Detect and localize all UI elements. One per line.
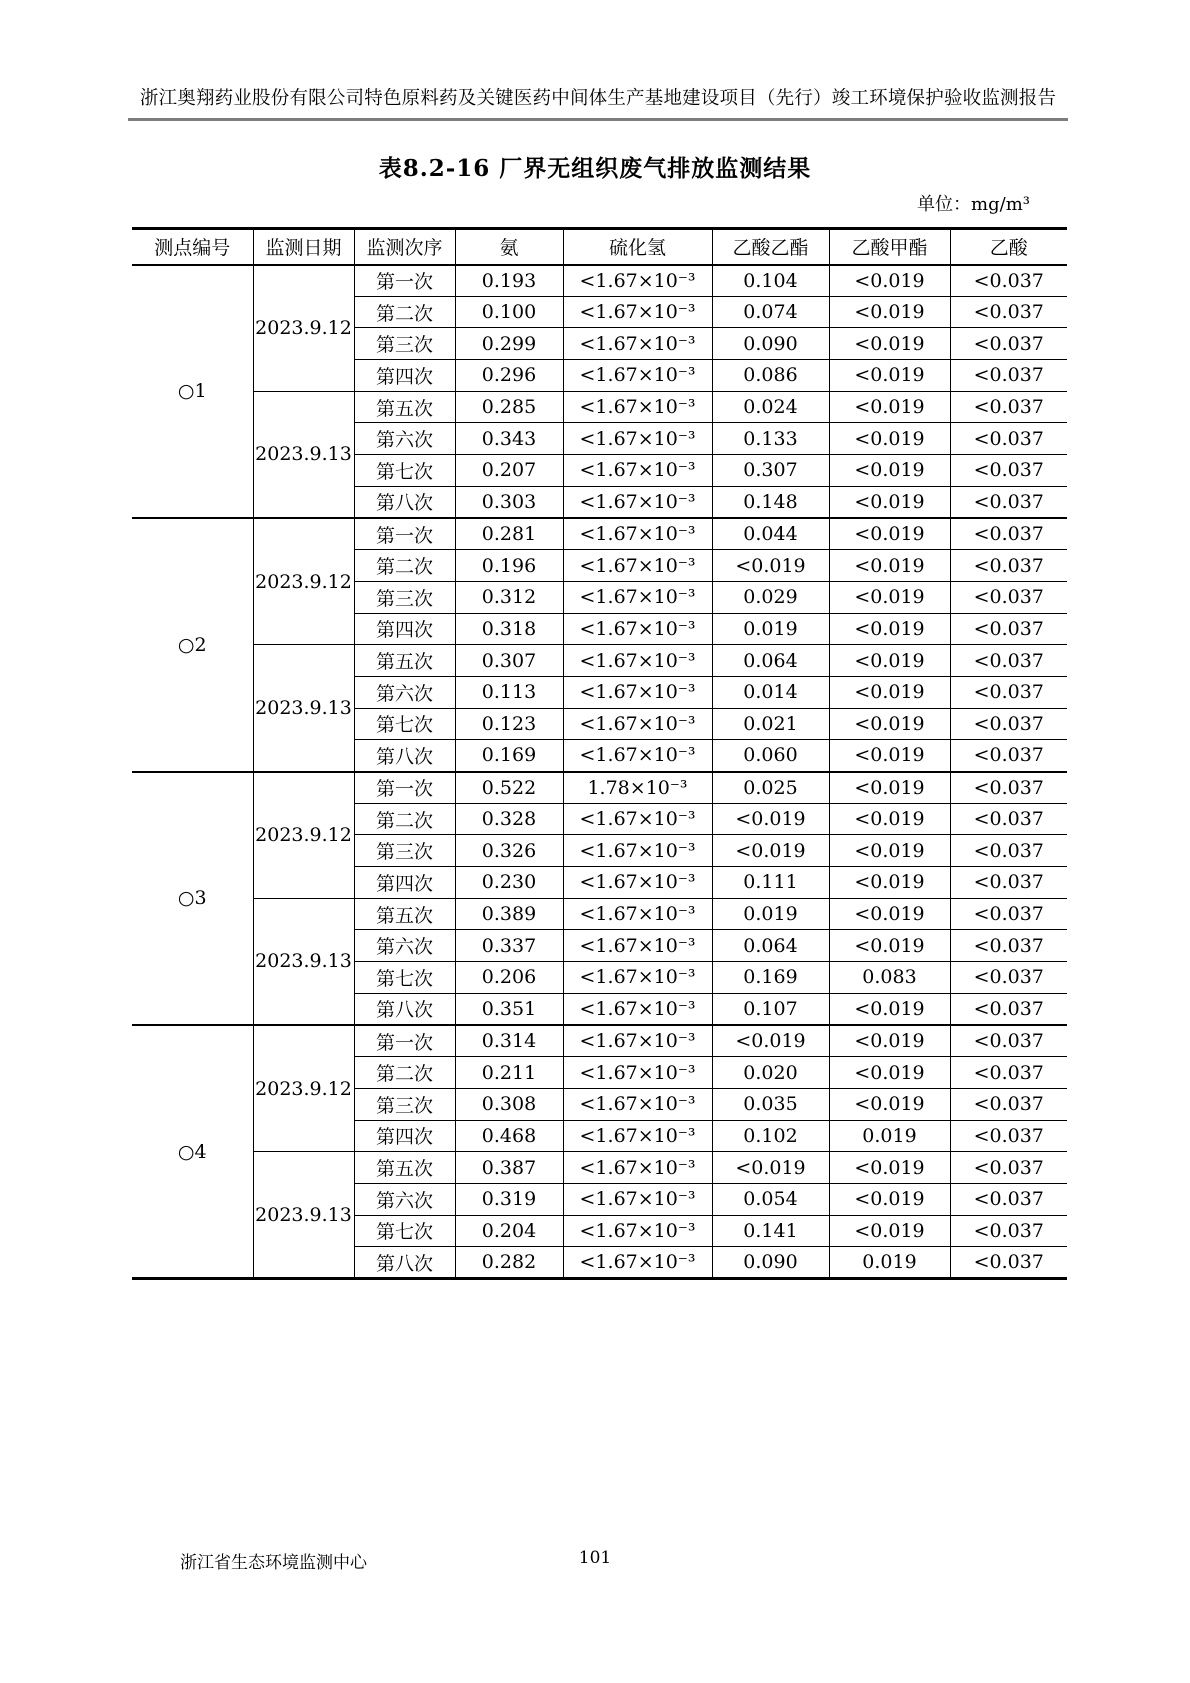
page-header-text: 浙江奥翔药业股份有限公司特色原料药及关键医药中间体生产基地建设项目（先行）竣工环境保护验收监测报告	[128, 84, 1068, 121]
sequence-cell: 第四次	[354, 613, 455, 645]
sequence-cell: 第三次	[354, 581, 455, 613]
value-cell: <0.037	[950, 265, 1067, 297]
sequence-cell: 第六次	[354, 676, 455, 708]
table-row	[132, 1152, 1067, 1184]
sequence-cell: 第五次	[354, 645, 455, 677]
value-cell: 0.104	[712, 265, 829, 297]
value-cell: <0.037	[950, 772, 1067, 804]
value-cell: <0.019	[829, 360, 950, 392]
table-row	[132, 772, 1067, 804]
sequence-cell: 第二次	[354, 803, 455, 835]
value-cell: 0.308	[455, 1088, 563, 1120]
value-cell: <0.037	[950, 423, 1067, 455]
value-cell: 0.133	[712, 423, 829, 455]
value-cell: <1.67×10⁻³	[563, 993, 712, 1025]
value-cell: 0.285	[455, 391, 563, 423]
sequence-cell: 第一次	[354, 772, 455, 804]
point-id-cell: ○4	[132, 1025, 253, 1279]
value-cell: <0.019	[829, 1215, 950, 1247]
value-cell: <0.019	[829, 1152, 950, 1184]
value-cell: 0.111	[712, 867, 829, 899]
point-id-cell: ○2	[132, 518, 253, 772]
sequence-cell: 第一次	[354, 518, 455, 550]
value-cell: <0.019	[829, 867, 950, 899]
sequence-cell: 第二次	[354, 296, 455, 328]
value-cell: <1.67×10⁻³	[563, 835, 712, 867]
value-cell: <1.67×10⁻³	[563, 328, 712, 360]
value-cell: <1.67×10⁻³	[563, 455, 712, 487]
value-cell: 0.064	[712, 645, 829, 677]
value-cell: 0.074	[712, 296, 829, 328]
value-cell: <0.037	[950, 486, 1067, 518]
monitor-date-cell: 2023.9.13	[253, 391, 354, 518]
sequence-cell: 第二次	[354, 1057, 455, 1089]
value-cell: 0.090	[712, 1247, 829, 1279]
value-cell: <0.019	[829, 613, 950, 645]
value-cell: <0.037	[950, 518, 1067, 550]
value-cell: <1.67×10⁻³	[563, 708, 712, 740]
value-cell: 0.025	[712, 772, 829, 804]
value-cell: 0.387	[455, 1152, 563, 1184]
table-row	[132, 518, 1067, 550]
value-cell: 0.021	[712, 708, 829, 740]
value-cell: <0.037	[950, 1183, 1067, 1215]
footer-page-number: 101	[578, 1548, 612, 1568]
value-cell: 0.064	[712, 930, 829, 962]
value-cell: 0.169	[455, 740, 563, 772]
value-cell: <0.019	[829, 772, 950, 804]
value-cell: <1.67×10⁻³	[563, 360, 712, 392]
value-cell: 0.044	[712, 518, 829, 550]
col-header-methylacetate: 乙酸甲酯	[829, 229, 950, 265]
value-cell: <0.019	[829, 1088, 950, 1120]
table-row	[132, 265, 1067, 297]
value-cell: 0.014	[712, 676, 829, 708]
value-cell: <0.019	[829, 1057, 950, 1089]
value-cell: 0.019	[829, 1120, 950, 1152]
value-cell: <0.019	[829, 296, 950, 328]
value-cell: <1.67×10⁻³	[563, 676, 712, 708]
value-cell: 0.230	[455, 867, 563, 899]
value-cell: 0.019	[712, 613, 829, 645]
footer-organization: 浙江省生态环境监测中心	[180, 1553, 367, 1573]
sequence-cell: 第七次	[354, 962, 455, 994]
value-cell: 0.468	[455, 1120, 563, 1152]
value-cell: <0.037	[950, 676, 1067, 708]
value-cell: 0.318	[455, 613, 563, 645]
point-group	[132, 265, 1067, 519]
value-cell: 0.307	[455, 645, 563, 677]
value-cell: <0.019	[829, 265, 950, 297]
point-group	[132, 518, 1067, 772]
value-cell: <0.037	[950, 645, 1067, 677]
value-cell: <1.67×10⁻³	[563, 1088, 712, 1120]
value-cell: <0.037	[950, 740, 1067, 772]
sequence-cell: 第六次	[354, 423, 455, 455]
value-cell: <0.037	[950, 328, 1067, 360]
value-cell: <0.037	[950, 550, 1067, 582]
results-table	[132, 227, 1067, 1280]
sequence-cell: 第四次	[354, 1120, 455, 1152]
monitor-date-cell: 2023.9.12	[253, 518, 354, 645]
sequence-cell: 第八次	[354, 486, 455, 518]
value-cell: <0.037	[950, 1247, 1067, 1279]
monitor-date-cell: 2023.9.13	[253, 898, 354, 1025]
point-group	[132, 772, 1067, 1026]
value-cell: 0.303	[455, 486, 563, 518]
value-cell: <0.037	[950, 613, 1067, 645]
value-cell: 0.328	[455, 803, 563, 835]
value-cell: <0.037	[950, 835, 1067, 867]
sequence-cell: 第八次	[354, 740, 455, 772]
value-cell: <0.019	[829, 898, 950, 930]
table-header-row	[132, 229, 1067, 265]
value-cell: 0.024	[712, 391, 829, 423]
value-cell: <0.019	[829, 740, 950, 772]
value-cell: <0.019	[829, 423, 950, 455]
sequence-cell: 第四次	[354, 867, 455, 899]
value-cell: <1.67×10⁻³	[563, 486, 712, 518]
value-cell: 0.019	[829, 1247, 950, 1279]
value-cell: <0.019	[829, 391, 950, 423]
value-cell: 0.314	[455, 1025, 563, 1057]
value-cell: 0.282	[455, 1247, 563, 1279]
value-cell: 1.78×10⁻³	[563, 772, 712, 804]
value-cell: <0.019	[829, 930, 950, 962]
value-cell: <0.019	[829, 645, 950, 677]
value-cell: <1.67×10⁻³	[563, 1152, 712, 1184]
sequence-cell: 第七次	[354, 455, 455, 487]
value-cell: <0.037	[950, 1025, 1067, 1057]
value-cell: <1.67×10⁻³	[563, 581, 712, 613]
value-cell: 0.312	[455, 581, 563, 613]
value-cell: <0.019	[829, 518, 950, 550]
value-cell: 0.337	[455, 930, 563, 962]
value-cell: <0.037	[950, 360, 1067, 392]
sequence-cell: 第四次	[354, 360, 455, 392]
value-cell: <1.67×10⁻³	[563, 518, 712, 550]
value-cell: <1.67×10⁻³	[563, 1025, 712, 1057]
value-cell: <0.037	[950, 1120, 1067, 1152]
monitor-date-cell: 2023.9.12	[253, 1025, 354, 1152]
value-cell: <0.019	[829, 993, 950, 1025]
col-header-point: 测点编号	[132, 229, 253, 265]
col-header-aceticacid: 乙酸	[950, 229, 1067, 265]
monitor-date-cell: 2023.9.13	[253, 1152, 354, 1279]
monitor-date-cell: 2023.9.13	[253, 645, 354, 772]
value-cell: 0.060	[712, 740, 829, 772]
value-cell: <1.67×10⁻³	[563, 1247, 712, 1279]
value-cell: <0.037	[950, 1152, 1067, 1184]
table-row	[132, 1025, 1067, 1057]
value-cell: 0.029	[712, 581, 829, 613]
value-cell: <0.037	[950, 1057, 1067, 1089]
value-cell: <0.037	[950, 1215, 1067, 1247]
value-cell: 0.522	[455, 772, 563, 804]
value-cell: 0.319	[455, 1183, 563, 1215]
value-cell: 0.299	[455, 328, 563, 360]
value-cell: 0.204	[455, 1215, 563, 1247]
value-cell: 0.307	[712, 455, 829, 487]
sequence-cell: 第三次	[354, 328, 455, 360]
value-cell: <0.037	[950, 993, 1067, 1025]
value-cell: <1.67×10⁻³	[563, 265, 712, 297]
col-header-h2s: 硫化氢	[563, 229, 712, 265]
col-header-sequence: 监测次序	[354, 229, 455, 265]
value-cell: 0.211	[455, 1057, 563, 1089]
value-cell: <0.037	[950, 455, 1067, 487]
unit-note: 单位：mg/m³	[917, 194, 1030, 215]
value-cell: <0.037	[950, 581, 1067, 613]
value-cell: <1.67×10⁻³	[563, 423, 712, 455]
value-cell: 0.296	[455, 360, 563, 392]
value-cell: 0.351	[455, 993, 563, 1025]
value-cell: 0.169	[712, 962, 829, 994]
value-cell: <0.019	[829, 676, 950, 708]
sequence-cell: 第八次	[354, 1247, 455, 1279]
value-cell: <0.037	[950, 867, 1067, 899]
sequence-cell: 第七次	[354, 1215, 455, 1247]
value-cell: <1.67×10⁻³	[563, 550, 712, 582]
value-cell: <0.019	[829, 708, 950, 740]
value-cell: <1.67×10⁻³	[563, 930, 712, 962]
value-cell: <0.019	[829, 550, 950, 582]
value-cell: 0.148	[712, 486, 829, 518]
point-id-cell: ○1	[132, 265, 253, 519]
value-cell: <0.019	[829, 1183, 950, 1215]
sequence-cell: 第三次	[354, 835, 455, 867]
value-cell: <0.019	[712, 803, 829, 835]
value-cell: 0.389	[455, 898, 563, 930]
value-cell: <1.67×10⁻³	[563, 1183, 712, 1215]
value-cell: <0.019	[829, 1025, 950, 1057]
table-row	[132, 898, 1067, 930]
value-cell: 0.054	[712, 1183, 829, 1215]
value-cell: 0.141	[712, 1215, 829, 1247]
value-cell: <1.67×10⁻³	[563, 1120, 712, 1152]
sequence-cell: 第八次	[354, 993, 455, 1025]
value-cell: <0.019	[712, 835, 829, 867]
monitor-date-cell: 2023.9.12	[253, 265, 354, 392]
sequence-cell: 第七次	[354, 708, 455, 740]
value-cell: <1.67×10⁻³	[563, 391, 712, 423]
value-cell: 0.123	[455, 708, 563, 740]
value-cell: <0.019	[829, 328, 950, 360]
value-cell: <0.037	[950, 708, 1067, 740]
sequence-cell: 第三次	[354, 1088, 455, 1120]
sequence-cell: 第六次	[354, 1183, 455, 1215]
value-cell: 0.196	[455, 550, 563, 582]
value-cell: <1.67×10⁻³	[563, 740, 712, 772]
sequence-cell: 第二次	[354, 550, 455, 582]
table-row	[132, 645, 1067, 677]
monitor-date-cell: 2023.9.12	[253, 772, 354, 899]
value-cell: 0.113	[455, 676, 563, 708]
col-header-ethylacetate: 乙酸乙酯	[712, 229, 829, 265]
value-cell: <1.67×10⁻³	[563, 803, 712, 835]
value-cell: <1.67×10⁻³	[563, 645, 712, 677]
value-cell: 0.090	[712, 328, 829, 360]
sequence-cell: 第五次	[354, 391, 455, 423]
col-header-ammonia: 氨	[455, 229, 563, 265]
value-cell: 0.102	[712, 1120, 829, 1152]
value-cell: <0.019	[712, 1025, 829, 1057]
value-cell: <1.67×10⁻³	[563, 1057, 712, 1089]
sequence-cell: 第五次	[354, 1152, 455, 1184]
value-cell: <0.019	[712, 1152, 829, 1184]
value-cell: <0.019	[829, 581, 950, 613]
value-cell: 0.083	[829, 962, 950, 994]
table-title: 表8.2-16 厂界无组织废气排放监测结果	[378, 155, 812, 182]
value-cell: 0.193	[455, 265, 563, 297]
value-cell: 0.326	[455, 835, 563, 867]
value-cell: 0.019	[712, 898, 829, 930]
value-cell: 0.020	[712, 1057, 829, 1089]
value-cell: 0.100	[455, 296, 563, 328]
point-group	[132, 1025, 1067, 1279]
sequence-cell: 第五次	[354, 898, 455, 930]
value-cell: <1.67×10⁻³	[563, 1215, 712, 1247]
value-cell: 0.206	[455, 962, 563, 994]
sequence-cell: 第六次	[354, 930, 455, 962]
value-cell: 0.207	[455, 455, 563, 487]
value-cell: <0.019	[829, 455, 950, 487]
value-cell: <0.019	[712, 550, 829, 582]
sequence-cell: 第一次	[354, 1025, 455, 1057]
value-cell: <0.037	[950, 391, 1067, 423]
value-cell: <1.67×10⁻³	[563, 962, 712, 994]
value-cell: 0.343	[455, 423, 563, 455]
value-cell: <1.67×10⁻³	[563, 867, 712, 899]
value-cell: 0.035	[712, 1088, 829, 1120]
value-cell: <0.037	[950, 803, 1067, 835]
value-cell: <1.67×10⁻³	[563, 613, 712, 645]
value-cell: 0.107	[712, 993, 829, 1025]
value-cell: <0.019	[829, 835, 950, 867]
col-header-date: 监测日期	[253, 229, 354, 265]
value-cell: <1.67×10⁻³	[563, 898, 712, 930]
value-cell: <0.037	[950, 930, 1067, 962]
value-cell: <0.037	[950, 1088, 1067, 1120]
value-cell: <1.67×10⁻³	[563, 296, 712, 328]
value-cell: 0.281	[455, 518, 563, 550]
table-row	[132, 391, 1067, 423]
point-id-cell: ○3	[132, 772, 253, 1026]
value-cell: <0.037	[950, 296, 1067, 328]
value-cell: <0.037	[950, 898, 1067, 930]
value-cell: <0.019	[829, 486, 950, 518]
value-cell: <0.037	[950, 962, 1067, 994]
value-cell: <0.019	[829, 803, 950, 835]
sequence-cell: 第一次	[354, 265, 455, 297]
value-cell: 0.086	[712, 360, 829, 392]
